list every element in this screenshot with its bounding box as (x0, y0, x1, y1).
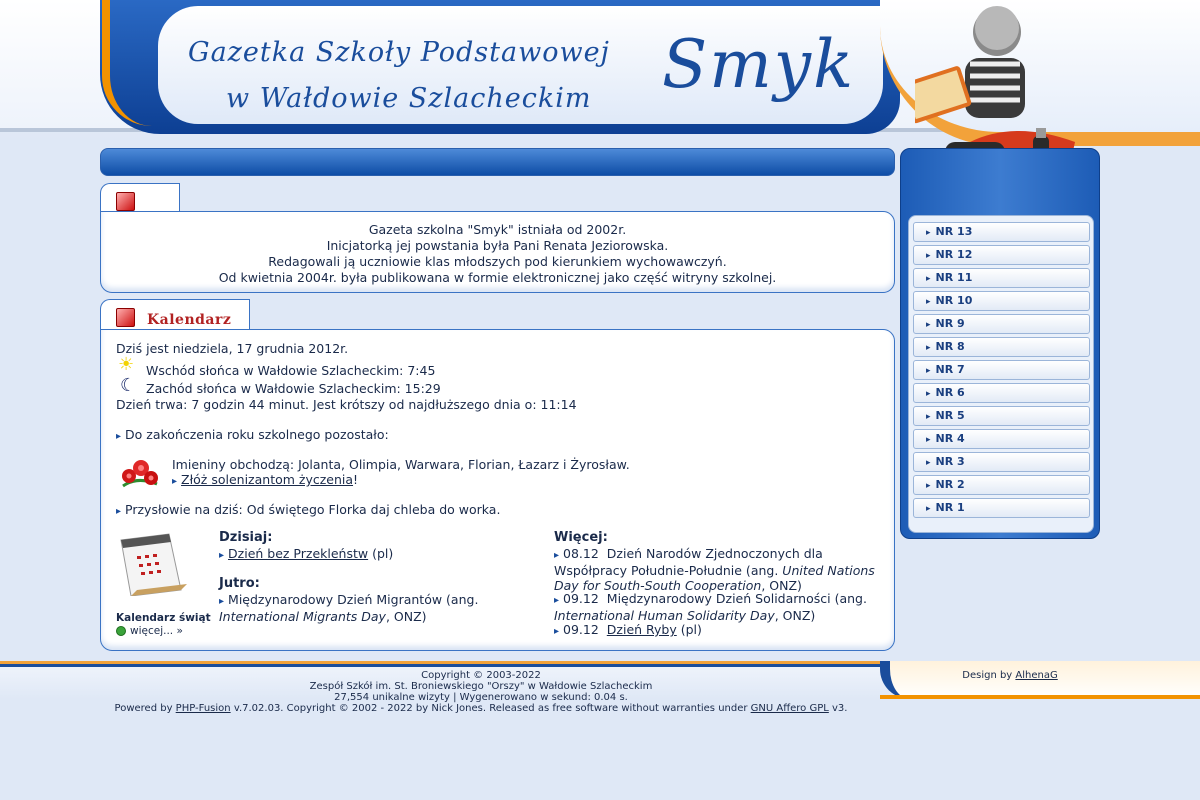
intro-panel (100, 183, 895, 295)
sidebar-item-nr12[interactable]: ▸ NR 12 (913, 245, 1090, 265)
wishes-row (172, 472, 358, 489)
footer-design-prefix: Design by (962, 670, 1016, 681)
php-fusion-link[interactable]: PHP-Fusion (175, 703, 231, 714)
tomorrow-item-suffix: , ONZ) (385, 609, 427, 624)
day-length-text: Dzień trwa: 7 godzin 44 minut. Jest krótszy od najdłuższego dnia o: 11:14 (116, 397, 577, 412)
more-item-suffix: (pl) (676, 622, 702, 637)
tomorrow-label: Jutro: (219, 576, 260, 591)
sunrise-text: Wschód słońca w Wałdowie Szlacheckim: 7:45 (146, 363, 436, 378)
footer-powered (60, 703, 902, 714)
more-heading: Więcej: (554, 530, 608, 545)
sidebar-item-nr2[interactable]: ▸ NR 2 (913, 475, 1090, 495)
desk-calendar-icon (117, 530, 189, 596)
search-icon (116, 626, 126, 636)
intro-line: Inicjatorką jej powstania była Pani Renata Jeziorowska. (326, 238, 669, 253)
tomorrow-item-text: Międzynarodowy Dzień Migrantów (ang. (228, 592, 479, 607)
license-link[interactable]: GNU Affero GPL (750, 703, 829, 714)
sidebar-item-nr6[interactable]: ▸ NR 6 (913, 383, 1090, 403)
footer-copyright: Copyright © 2003-2022 (421, 670, 541, 681)
more-item-en: International Human Solidarity Day (554, 608, 775, 623)
calendar-panel-body (100, 329, 895, 651)
calendar-heading: Kalendarz (147, 312, 232, 328)
proverb-text: ▸ Przysłowie na dziś: Od świętego Florka daj chleba do worka. (116, 502, 500, 519)
more-row (116, 624, 183, 639)
more-link[interactable]: więcej... » (130, 625, 183, 637)
more-item-text: Międzynarodowy Dzień Solidarności (ang. (606, 591, 867, 606)
calendar-panel-tab (100, 299, 250, 333)
site-title (188, 30, 610, 122)
site-header (0, 0, 1200, 140)
more-item-date: 09.12 (563, 622, 599, 637)
tomorrow-item (219, 592, 519, 624)
sidebar-item-nr9[interactable]: ▸ NR 9 (913, 314, 1090, 334)
sidebar-item-nr8[interactable]: ▸ NR 8 (913, 337, 1090, 357)
sidebar-item-nr3[interactable]: ▸ NR 3 (913, 452, 1090, 472)
today-item-suffix: (pl) (368, 546, 394, 561)
sunset-text: Zachód słońca w Wałdowie Szlacheckim: 15:29 (146, 381, 441, 396)
issues-sidebar (900, 148, 1100, 539)
issues-list (908, 215, 1094, 533)
more-item-date: 09.12 (563, 591, 599, 606)
intro-line: Gazeta szkolna "Smyk" istniała od 2002r. (368, 222, 627, 237)
intro-line: Od kwietnia 2004r. była publikowana w formie elektronicznej jako część witryny szkolnej. (218, 270, 777, 285)
more-item-link[interactable]: Dzień Ryby (606, 622, 677, 637)
panel-square-icon (116, 192, 135, 211)
sidebar-item-nr1[interactable]: ▸ NR 1 (913, 498, 1090, 518)
sidebar-item-nr13[interactable]: ▸ NR 13 (913, 222, 1090, 242)
designer-link[interactable]: AlhenaG (1015, 670, 1058, 681)
holiday-calendar-label: Kalendarz świąt (116, 612, 211, 624)
today-item-link[interactable]: Dzień bez Przekleństw (228, 546, 369, 561)
sun-icon: ☀ (118, 354, 135, 375)
today-label: Dzisiaj: (219, 530, 273, 545)
intro-line: Redagowali ją uczniowie klas młodszych pod kierunkiem wychowawczyń. (268, 254, 727, 269)
footer-powered-prefix: Powered by (114, 703, 176, 714)
sidebar-item-nr10[interactable]: ▸ NR 10 (913, 291, 1090, 311)
footer-powered-suffix: v3. (828, 703, 848, 714)
more-item-en: United Nations Day for South-South Cooperation (554, 563, 875, 593)
more-item-suffix: , ONZ) (761, 578, 802, 593)
flowers-icon (117, 454, 163, 492)
school-end-text: ▸ Do zakończenia roku szkolnego pozostało: (116, 427, 389, 444)
today-date: Dziś jest niedziela, 17 grudnia 2012r. (116, 341, 349, 356)
sidebar-item-nr7[interactable]: ▸ NR 7 (913, 360, 1090, 380)
site-title-line2: w Wałdowie Szlacheckim (226, 83, 592, 114)
site-title-line1: Gazetka Szkoły Podstawowej (188, 37, 610, 68)
sidebar-item-nr11[interactable]: ▸ NR 11 (913, 268, 1090, 288)
more-item-suffix: , ONZ) (774, 608, 816, 623)
calendar-panel (100, 299, 895, 653)
more-item (554, 546, 884, 593)
footer-school: Zespół Szkół im. St. Broniewskiego "Orszy" w Wałdowie Szlacheckim (309, 681, 653, 692)
footer-powered-mid: v.7.02.03. Copyright © 2002 - 2022 by Nick Jones. Released as free software without warranties under (230, 703, 751, 714)
footer-design (930, 670, 1090, 681)
sidebar-item-nr4[interactable]: ▸ NR 4 (913, 429, 1090, 449)
today-item (219, 546, 393, 563)
tomorrow-item-en: International Migrants Day (219, 609, 386, 624)
more-item-date: 08.12 (563, 546, 599, 561)
more-item (554, 622, 702, 639)
intro-panel-body (100, 211, 895, 293)
site-brand-logo: Smyk (662, 26, 856, 103)
more-item-text: Dzień Narodów Zjednoczonych dla Współpracy Południe-Południe (ang. (554, 546, 823, 578)
wishes-suffix: ! (353, 472, 359, 487)
wishes-link[interactable]: Złóż solenizantom życzenia (181, 472, 354, 487)
footer-orange-line (880, 695, 1200, 699)
namedays-text: Imieniny obchodzą: Jolanta, Olimpia, Warwara, Florian, Łazarz i Żyrosław. (172, 457, 630, 472)
sidebar-item-nr5[interactable]: ▸ NR 5 (913, 406, 1090, 426)
more-item (554, 591, 884, 623)
moon-icon: ☾ (120, 375, 137, 396)
panel-square-icon (116, 308, 135, 327)
footer-stats: 27,554 unikalne wizyty | Wygenerowano w sekund: 0.04 s. (334, 692, 628, 703)
main-top-bar (100, 148, 895, 176)
